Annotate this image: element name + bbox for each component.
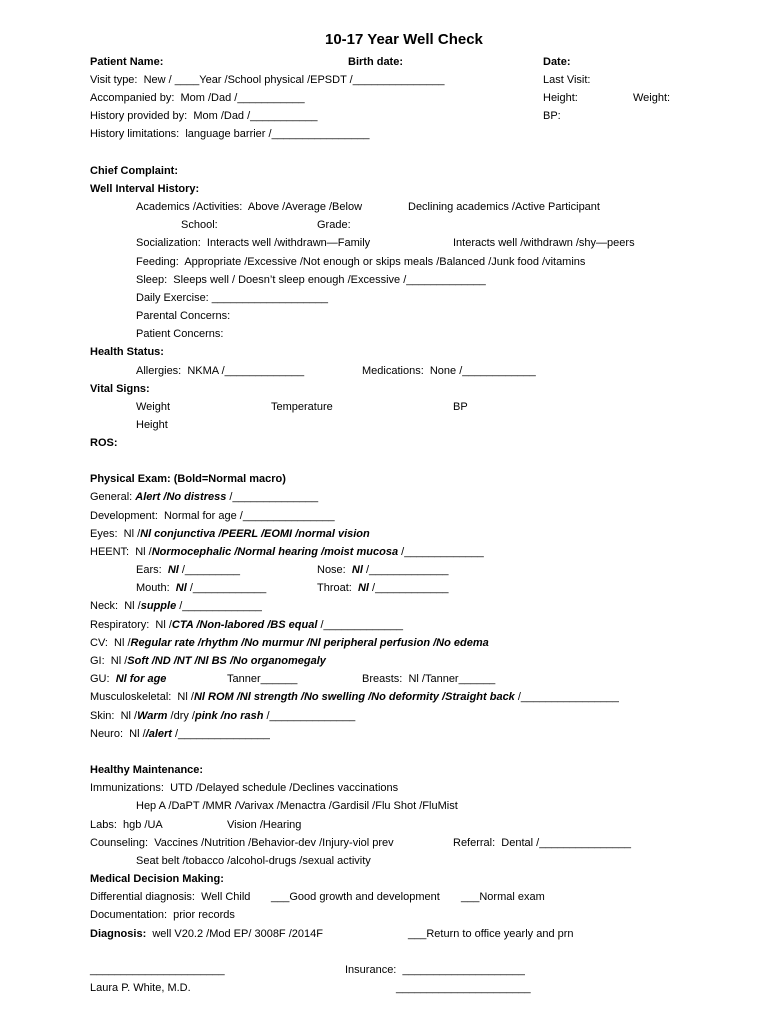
- heent-normal-macro: Normocephalic /Normal hearing /moist mucosa: [151, 546, 399, 558]
- gi-label: GI: Nl /: [90, 655, 128, 667]
- neuro-blank: /_______________: [175, 728, 270, 740]
- tanner-line: Tanner______: [227, 673, 298, 685]
- signature-line: ______________________: [90, 964, 225, 976]
- parental-concerns-label: Parental Concerns:: [136, 310, 231, 322]
- throat-blank: /____________: [372, 582, 449, 594]
- insurance-line: Insurance: ____________________: [345, 964, 525, 976]
- heent-blank: /_____________: [401, 546, 484, 558]
- last-visit-label: Last Visit:: [543, 74, 591, 86]
- eyes-normal-macro: Nl conjunctiva /PEERL /EOMI /normal vision: [140, 528, 370, 540]
- labs-line: Labs: hgb /UA: [90, 819, 163, 831]
- daily-exercise-line: Daily Exercise: ___________________: [136, 292, 329, 304]
- general-normal-macro: Alert /No distress: [135, 491, 227, 503]
- return-line: ___Return to office yearly and prn: [408, 928, 574, 940]
- ears-label: Ears:: [136, 564, 162, 576]
- nose-blank: /_____________: [365, 564, 449, 576]
- weight-label: Weight:: [633, 92, 671, 104]
- birth-date-label: Birth date:: [348, 56, 403, 68]
- differential-line: Differential diagnosis: Well Child: [90, 891, 251, 903]
- respiratory-blank: /_____________: [320, 619, 404, 631]
- nose-label: Nose:: [317, 564, 346, 576]
- breasts-line: Breasts: Nl /Tanner______: [362, 673, 496, 685]
- patient-name-label: Patient Name:: [90, 56, 164, 68]
- healthy-maintenance-heading: Healthy Maintenance:: [90, 764, 204, 776]
- neuro-normal-macro: /alert: [145, 728, 172, 740]
- nose-normal-macro: Nl: [351, 564, 363, 576]
- heent-line: [90, 545, 484, 559]
- mouth-label: Mouth:: [136, 582, 170, 594]
- skin-line: [90, 709, 355, 723]
- gu-line: [90, 672, 166, 686]
- nose-line: [317, 563, 449, 577]
- neck-label: Neck: Nl /: [90, 600, 141, 612]
- cv-line: [90, 636, 489, 650]
- skin-label: Skin: Nl /: [90, 710, 138, 722]
- date-label: Date:: [543, 56, 571, 68]
- msk-blank: /________________: [517, 691, 619, 703]
- neck-line: [90, 599, 262, 613]
- grade-label: Grade:: [317, 219, 351, 231]
- accompanied-by-line: Accompanied by: Mom /Dad /___________: [90, 92, 305, 104]
- socialization-family-line: Socialization: Interacts well /withdrawn—Family: [136, 237, 371, 249]
- vision-hearing-line: Vision /Hearing: [227, 819, 302, 831]
- physical-exam-heading: Physical Exam: (Bold=Normal macro): [90, 473, 286, 485]
- sleep-line: Sleep: Sleeps well / Doesn’t sleep enough /Excessive /_____________: [136, 274, 486, 286]
- vital-bp-label: BP: [453, 401, 468, 413]
- respiratory-line: [90, 618, 403, 632]
- doctor-name: Laura P. White, M.D.: [90, 982, 191, 994]
- gi-line: [90, 654, 326, 668]
- academics-line: Academics /Activities: Above /Average /Below: [136, 201, 363, 213]
- skin-normal-macro-2: pink /no rash: [194, 710, 264, 722]
- vital-weight-label: Weight: [136, 401, 171, 413]
- diagnosis-line: [90, 927, 323, 941]
- medications-line: Medications: None /____________: [362, 365, 536, 377]
- msk-normal-macro: Nl ROM /Nl strength /No swelling /No deformity /Straight back: [193, 691, 515, 703]
- vital-signs-heading: Vital Signs:: [90, 383, 150, 395]
- skin-mid: /dry /: [170, 710, 195, 722]
- general-line: [90, 490, 318, 504]
- gu-label: GU:: [90, 673, 110, 685]
- patient-concerns-label: Patient Concerns:: [136, 328, 224, 340]
- diagnosis-label: Diagnosis:: [90, 928, 147, 940]
- immunizations-line: Immunizations: UTD /Delayed schedule /Declines vaccinations: [90, 782, 399, 794]
- neuro-line: [90, 727, 270, 741]
- vital-height-label: Height: [136, 419, 168, 431]
- throat-label: Throat:: [317, 582, 352, 594]
- cv-normal-macro: Regular rate /rhythm /No murmur /Nl peripheral perfusion /No edema: [130, 637, 489, 649]
- eyes-label: Eyes: Nl /: [90, 528, 141, 540]
- referral-line: Referral: Dental /_______________: [453, 837, 631, 849]
- general-blank: /______________: [229, 491, 319, 503]
- declining-academics-line: Declining academics /Active Participant: [408, 201, 600, 213]
- height-label: Height:: [543, 92, 578, 104]
- school-label: School:: [181, 219, 218, 231]
- allergies-line: Allergies: NKMA /_____________: [136, 365, 305, 377]
- history-provided-line: History provided by: Mom /Dad /___________: [90, 110, 318, 122]
- footer-blank-line: ______________________: [396, 982, 531, 994]
- development-line: Development: Normal for age /_______________: [90, 510, 335, 522]
- seatbelt-line: Seat belt /tobacco /alcohol-drugs /sexual activity: [136, 855, 371, 867]
- diagnosis-codes: well V20.2 /Mod EP/ 3008F /2014F: [152, 928, 323, 940]
- mouth-normal-macro: Nl: [175, 582, 187, 594]
- mouth-line: [136, 581, 266, 595]
- vaccines-line: Hep A /DaPT /MMR /Varivax /Menactra /Gardisil /Flu Shot /FluMist: [136, 800, 458, 812]
- good-growth-line: ___Good growth and development: [271, 891, 440, 903]
- gi-normal-macro: Soft /ND /NT /Nl BS /No organomegaly: [127, 655, 326, 667]
- socialization-peers-line: Interacts well /withdrawn /shy—peers: [453, 237, 635, 249]
- page-title: 10-17 Year Well Check: [325, 31, 483, 48]
- general-label: General:: [90, 491, 133, 503]
- eyes-line: [90, 527, 370, 541]
- throat-line: [317, 581, 449, 595]
- respiratory-normal-macro: CTA /Non-labored /BS equal: [171, 619, 318, 631]
- counseling-line: Counseling: Vaccines /Nutrition /Behavior-dev /Injury-viol prev: [90, 837, 394, 849]
- skin-blank: /______________: [266, 710, 356, 722]
- feeding-line: Feeding: Appropriate /Excessive /Not enough or skips meals /Balanced /Junk food /vitamins: [136, 256, 586, 268]
- ears-normal-macro: Nl: [167, 564, 179, 576]
- respiratory-label: Respiratory: Nl /: [90, 619, 172, 631]
- visit-type-line: Visit type: New / ____Year /School physical /EPSDT /_______________: [90, 74, 445, 86]
- health-status-heading: Health Status:: [90, 346, 164, 358]
- skin-normal-macro: Warm: [137, 710, 168, 722]
- well-interval-heading: Well Interval History:: [90, 183, 200, 195]
- bp-label: BP:: [543, 110, 561, 122]
- neck-normal-macro: supple: [140, 600, 177, 612]
- musculoskeletal-line: [90, 690, 619, 704]
- heent-label: HEENT: Nl /: [90, 546, 152, 558]
- ros-heading: ROS:: [90, 437, 118, 449]
- neck-blank: /_____________: [179, 600, 262, 612]
- throat-normal-macro: Nl: [357, 582, 369, 594]
- vital-temperature-label: Temperature: [271, 401, 333, 413]
- msk-label: Musculoskeletal: Nl /: [90, 691, 194, 703]
- ears-line: [136, 563, 240, 577]
- neuro-label: Neuro: Nl /: [90, 728, 146, 740]
- mouth-blank: /____________: [189, 582, 267, 594]
- documentation-line: Documentation: prior records: [90, 909, 235, 921]
- mdm-heading: Medical Decision Making:: [90, 873, 224, 885]
- chief-complaint-heading: Chief Complaint:: [90, 165, 178, 177]
- cv-label: CV: Nl /: [90, 637, 131, 649]
- normal-exam-line: ___Normal exam: [461, 891, 545, 903]
- history-limitations-line: History limitations: language barrier /________________: [90, 128, 370, 140]
- gu-normal-macro: Nl for age: [115, 673, 167, 685]
- ears-blank: /_________: [181, 564, 240, 576]
